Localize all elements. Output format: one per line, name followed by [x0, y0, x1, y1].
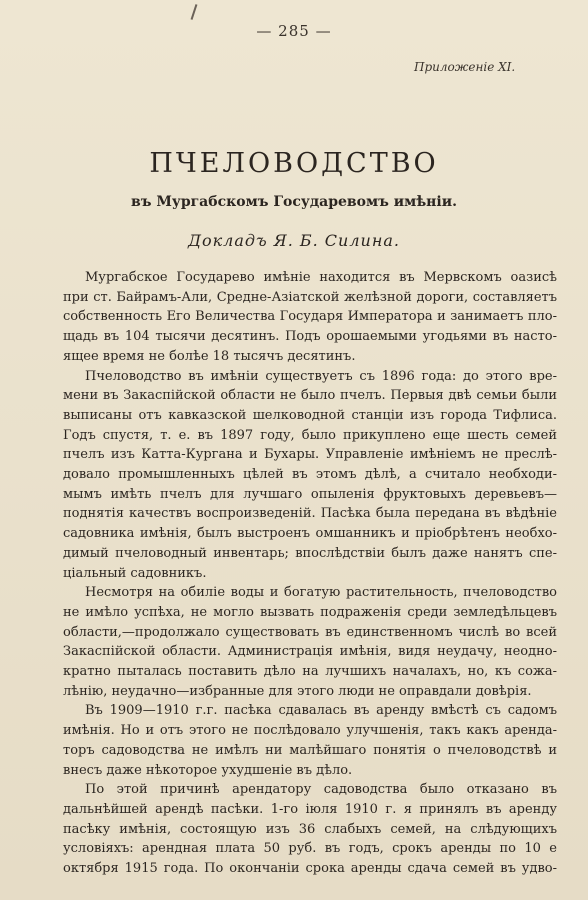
paragraph [63, 268, 557, 367]
text-line: при ст. Байрамъ-Али, Средне-Азіатской желѣзной дороги, составляетъ [63, 289, 557, 305]
text-line: Въ 1909—1910 г.г. пасѣка сдавалась въ аренду вмѣстѣ съ садомъ [85, 703, 557, 719]
appendix-label: Приложеніе XI. [414, 60, 516, 74]
paragraph [63, 367, 557, 584]
paragraph [63, 583, 557, 701]
page-title: ПЧЕЛОВОДСТВО [149, 148, 439, 179]
text-line: внесъ даже нѣкоторое ухудшеніе въ дѣло. [63, 762, 353, 778]
text-line: выписаны отъ кавказской шелководной станціи изъ города Тифлиса. [63, 407, 557, 423]
report-author: Докладъ Я. Б. Силина. [187, 231, 401, 250]
text-line: ціальный садовникъ. [63, 565, 207, 581]
text-line: Годъ спустя, т. е. въ 1897 году, было прикуплено еще шесть семей [63, 427, 557, 443]
text-line: области,—продолжало существовать въ единственномъ числѣ во всей [63, 624, 557, 640]
text-line: садовника имѣнія, былъ выстроенъ омшанникъ и пріобрѣтенъ необхо- [63, 526, 557, 542]
text-line: мени въ Закаспійской области не было пчелъ. Первыя двѣ семьи были [63, 388, 557, 404]
text-line: торъ садоводства не имѣлъ ни малѣйшаго понятія о пчеловодствѣ и [63, 742, 557, 758]
text-line: имѣнія. Но и отъ этого не послѣдовало улучшенія, такъ какъ аренда- [63, 723, 557, 739]
paragraph [63, 701, 557, 780]
pencil-mark [191, 4, 198, 20]
text-line: По этой причинѣ арендатору садоводства было отказано въ [85, 782, 557, 798]
text-line: щадь въ 104 тысячи десятинъ. Подъ орошаемыми угодьями въ насто- [63, 329, 557, 345]
text-line: пчелъ изъ Катта-Кургана и Бухары. Управленіе имѣніемъ не преслѣ- [63, 447, 557, 463]
text-line: октября 1915 года. По окончаніи срока аренды сдача семей въ удво- [63, 861, 557, 877]
page-number: — 285 — [256, 22, 332, 40]
text-line: собственность Его Величества Государя Императора и занимаетъ пло- [63, 309, 557, 325]
text-line: Закаспійской области. Администрація имѣнія, видя неудачу, неодно- [63, 644, 557, 660]
text-line: пасѣку имѣнія, состоящую изъ 36 слабыхъ семей, на слѣдующихъ [63, 821, 557, 837]
text-line: Несмотря на обиліе воды и богатую растительность, пчеловодство [85, 585, 557, 601]
text-line: не имѣло успѣха, не могло вызвать подраженія среди земледѣльцевъ [63, 604, 557, 620]
text-line: поднятія качествъ воспроизведеній. Пасѣка была передана въ вѣдѣніе [63, 506, 557, 522]
text-line: кратно пыталась поставить дѣло на лучшихъ началахъ, но, къ сожа- [63, 664, 557, 680]
text-line: дальнѣйшей арендѣ пасѣки. 1-го іюля 1910 г. я принялъ въ аренду [63, 801, 557, 817]
text-line: Пчеловодство въ имѣніи существуетъ съ 1896 года: до этого вре- [85, 368, 557, 384]
text-line: мымъ имѣть пчелъ для лучшаго опыленія фруктовыхъ деревьевъ— [63, 486, 557, 502]
article-body [63, 268, 557, 879]
text-line: ящее время не болѣе 18 тысячъ десятинъ. [63, 348, 356, 364]
page-subtitle: въ Мургабскомъ Государевомъ имѣніи. [131, 194, 457, 210]
text-line: димый пчеловодный инвентарь; впослѣдствіи былъ даже нанятъ спе- [63, 545, 557, 561]
text-line: Мургабское Государево имѣніе находится въ Мервскомъ оазисѣ [85, 270, 557, 285]
text-line: довало промышленныхъ цѣлей въ этомъ дѣлѣ, а считало необходи- [63, 467, 557, 483]
paragraph [63, 780, 557, 879]
text-line: лѣнію, неудачно—избранные для этого люди не оправдали довѣрія. [63, 683, 532, 699]
text-line: условіяхъ: арендная плата 50 руб. въ годъ, срокъ аренды по 10 е [63, 841, 557, 857]
